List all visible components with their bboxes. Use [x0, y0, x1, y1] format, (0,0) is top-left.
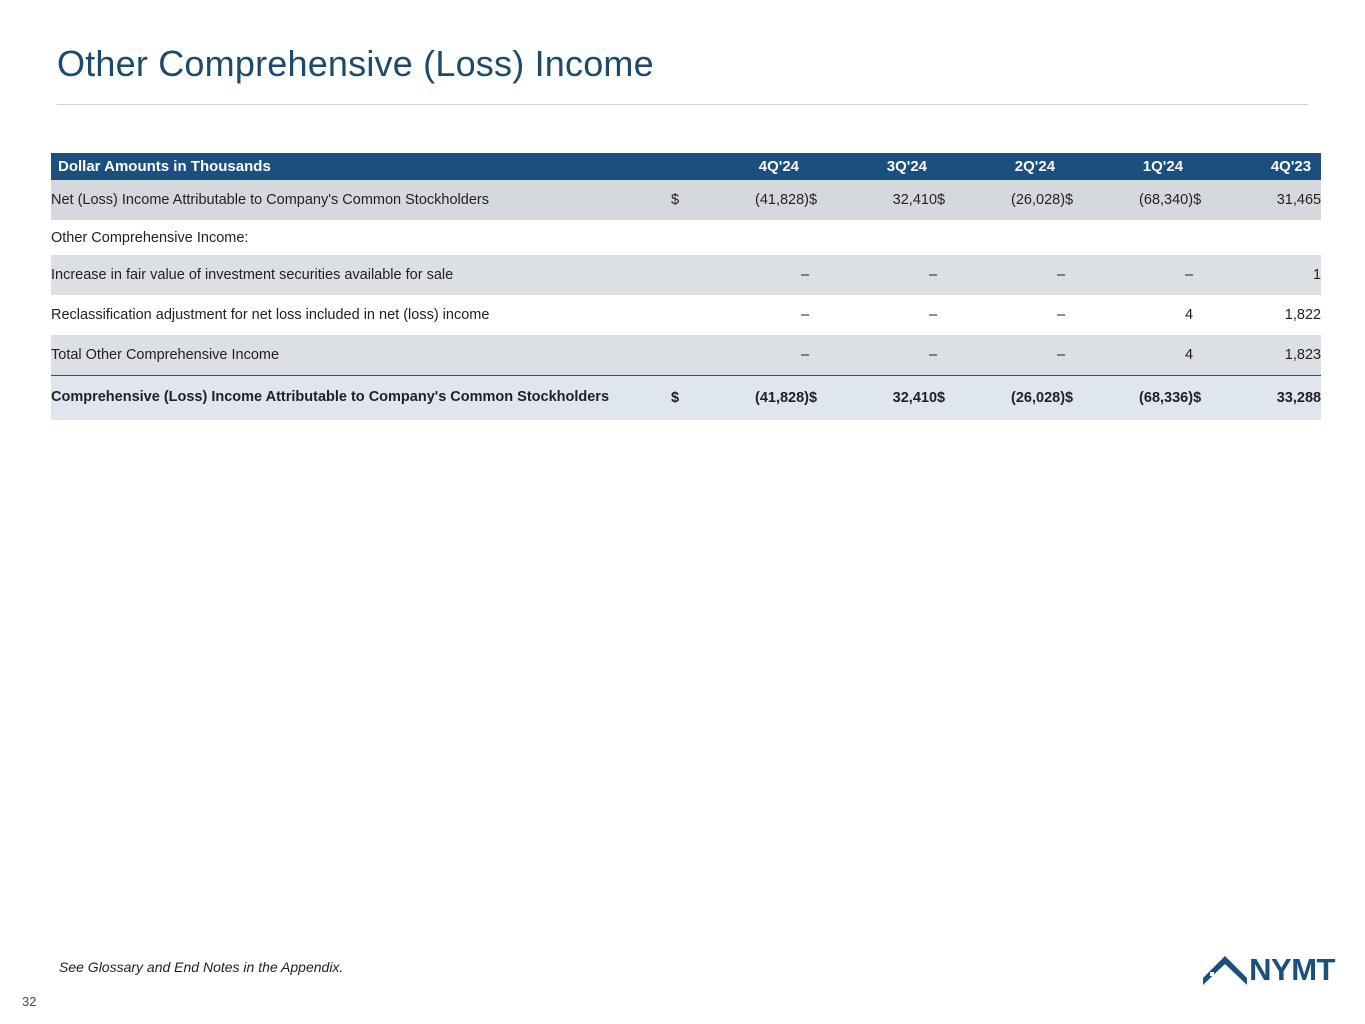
page-number: 32	[22, 994, 37, 1009]
row-label-net-income: Net (Loss) Income Attributable to Company's Common Stockholders	[51, 192, 489, 208]
cell-currency	[1193, 335, 1217, 376]
table-row	[51, 335, 1321, 376]
header-period-1q24: 1Q'24	[1065, 153, 1193, 180]
header-period-2q24: 2Q'24	[937, 153, 1065, 180]
cell-currency	[1193, 220, 1217, 255]
cell-currency: $	[1065, 192, 1074, 208]
cell-value	[961, 220, 1065, 255]
cell-currency	[671, 255, 705, 295]
cell-currency	[809, 295, 833, 335]
row-label-comprehensive-income-total: Comprehensive (Loss) Income Attributable to Company's Common Stockholders	[51, 389, 610, 406]
cell-currency	[937, 220, 961, 255]
title-divider	[57, 104, 1308, 105]
page-title: Other Comprehensive (Loss) Income	[57, 43, 654, 84]
table-row-total	[51, 376, 1321, 421]
cell-value: –	[928, 267, 938, 283]
comprehensive-income-table	[51, 153, 1321, 420]
cell-currency	[1065, 295, 1089, 335]
cell-currency	[1065, 255, 1089, 295]
cell-value: –	[705, 335, 809, 376]
cell-value: 32,410	[892, 390, 938, 406]
footnote: See Glossary and End Notes in the Appendix.	[59, 959, 344, 975]
logo-text: NYMT	[1249, 951, 1335, 987]
cell-value: (41,828)	[755, 390, 810, 406]
cell-value: 1,823	[1217, 335, 1321, 376]
cell-currency: $	[1193, 390, 1202, 406]
row-label-reclassification-adjustment: Reclassification adjustment for net loss included in net (loss) income	[51, 307, 490, 323]
table-row	[51, 255, 1321, 295]
header-period-4q23: 4Q'23	[1193, 153, 1321, 180]
header-label: Dollar Amounts in Thousands	[51, 153, 671, 180]
cell-currency: $	[671, 390, 680, 406]
cell-value: –	[800, 307, 810, 323]
cell-value: –	[800, 267, 810, 283]
cell-value	[1217, 220, 1321, 255]
row-label-other-comprehensive-income: Other Comprehensive Income:	[51, 229, 249, 246]
house-roof-icon	[1201, 952, 1247, 986]
cell-value	[705, 220, 809, 255]
cell-currency	[671, 220, 705, 255]
cell-value: 1	[1313, 267, 1322, 283]
cell-currency	[1065, 220, 1089, 255]
cell-currency: $	[1065, 390, 1074, 406]
cell-value: –	[1056, 267, 1066, 283]
cell-value: 33,288	[1276, 390, 1322, 406]
cell-value: (68,336)	[1139, 390, 1194, 406]
row-label-increase-fair-value: Increase in fair value of investment securities available for sale	[51, 267, 454, 283]
cell-currency: $	[671, 192, 680, 208]
header-period-3q24: 3Q'24	[809, 153, 937, 180]
cell-value: –	[1056, 307, 1066, 323]
cell-currency	[671, 295, 705, 335]
cell-value: (68,340)	[1139, 192, 1194, 208]
table-header-row	[51, 153, 1321, 180]
cell-currency	[937, 295, 961, 335]
cell-value: –	[961, 335, 1065, 376]
cell-currency	[1193, 255, 1217, 295]
cell-currency	[937, 335, 961, 376]
cell-value: –	[1184, 267, 1194, 283]
table-row	[51, 180, 1321, 220]
cell-currency	[809, 220, 833, 255]
cell-value: (41,828)	[755, 192, 810, 208]
cell-value: 32,410	[892, 192, 938, 208]
header-period-4q24: 4Q'24	[671, 153, 809, 180]
company-logo	[1201, 952, 1335, 986]
cell-value: (26,028)	[1011, 390, 1066, 406]
cell-value: 4	[1089, 335, 1193, 376]
cell-currency: $	[1193, 192, 1202, 208]
cell-currency: $	[809, 390, 818, 406]
cell-currency: $	[937, 192, 946, 208]
cell-value	[1089, 220, 1193, 255]
cell-value: –	[928, 307, 938, 323]
cell-value: 1,822	[1284, 307, 1322, 323]
table-row	[51, 295, 1321, 335]
table-row	[51, 220, 1321, 255]
cell-currency: $	[937, 390, 946, 406]
cell-currency	[809, 335, 833, 376]
cell-value: –	[833, 335, 937, 376]
cell-value: 4	[1184, 307, 1194, 323]
cell-value: (26,028)	[1011, 192, 1066, 208]
cell-currency	[937, 255, 961, 295]
cell-currency	[1065, 335, 1089, 376]
cell-currency	[809, 255, 833, 295]
cell-currency	[671, 335, 705, 376]
cell-currency: $	[809, 192, 818, 208]
cell-currency	[1193, 295, 1217, 335]
cell-value	[833, 220, 937, 255]
cell-value: 31,465	[1276, 192, 1322, 208]
financial-table-container	[51, 153, 1322, 420]
row-label-total-other-comprehensive-income: Total Other Comprehensive Income	[51, 335, 671, 376]
